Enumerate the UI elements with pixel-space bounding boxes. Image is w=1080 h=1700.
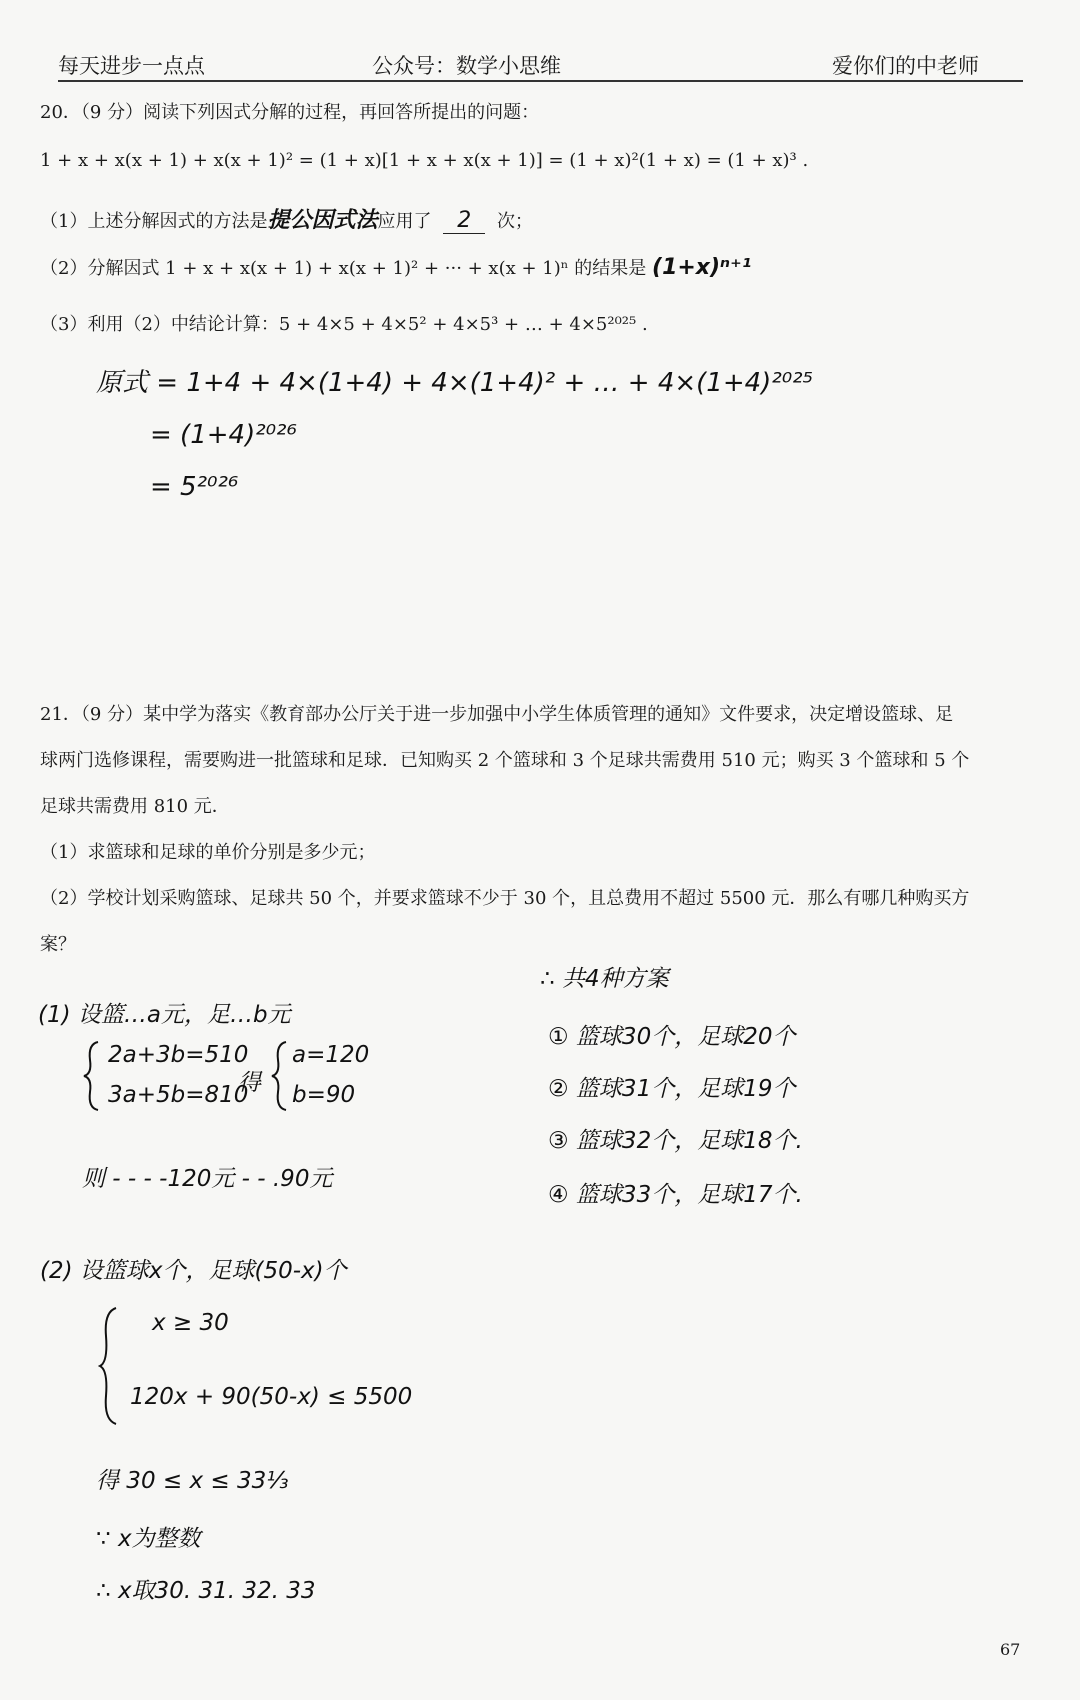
q21-sol2-values: ∴ x取30. 31. 32. 33 xyxy=(96,1578,316,1604)
q21-part2-line1: （2）学校计划采购篮球、足球共 50 个，并要求篮球不少于 30 个，且总费用不超过 5500 元．那么有哪几种购买方 xyxy=(40,888,970,909)
q21-sol1-eq1: 2a+3b=510 xyxy=(108,1042,249,1068)
q21-sol1-get: 得 xyxy=(238,1070,261,1096)
q20-part1-blank xyxy=(443,208,485,234)
q20-part1-text-c: 次； xyxy=(496,211,533,232)
q20-part1-answer-method: 提公因式法 xyxy=(267,208,378,233)
q21-sol2-ineq2: 120x + 90(50-x) ≤ 5500 xyxy=(130,1384,413,1410)
q21-line2: 球两门选修课程，需要购进一批篮球和足球．已知购买 2 个篮球和 3 个足球共需费用 510 元；购买 3 个篮球和 5 个 xyxy=(40,750,970,771)
q21-plans-title: ∴ 共4种方案 xyxy=(540,966,669,992)
q20-title: 20．（9 分）阅读下列因式分解的过程，再回答所提出的问题： xyxy=(40,102,540,123)
q21-plan-item-2: ② 篮球31个，足球19个 xyxy=(548,1076,796,1102)
q21-part1: （1）求篮球和足球的单价分别是多少元； xyxy=(40,842,376,863)
q21-plan-item-3: ③ 篮球32个，足球18个. xyxy=(548,1128,803,1154)
q21-sol2-brace xyxy=(98,1306,120,1426)
q21-sol2-integer: ∵ x为整数 xyxy=(96,1526,201,1552)
q20-part1-text-b: 应用了 xyxy=(377,211,432,232)
q21-sol2-setup: (2) 设篮球x个，足球(50-x)个 xyxy=(40,1258,347,1284)
q20-solution-line3: = 5²⁰²⁶ xyxy=(150,472,239,502)
header-center: 公众号：数学小思维 xyxy=(372,54,561,78)
q21-plan-item-4: ④ 篮球33个，足球17个. xyxy=(548,1182,803,1208)
q20-part2-text: （2）分解因式 1 + x + x(x + 1) + x(x + 1)² + ··· + x(x + 1)ⁿ 的结果是 xyxy=(40,258,647,279)
q21-sol1-brace-left xyxy=(82,1040,102,1112)
header-rule xyxy=(58,80,1023,82)
header-right: 爱你们的中老师 xyxy=(832,54,979,78)
q20-solution-line1: 原式 = 1+4 + 4×(1+4) + 4×(1+4)² + … + 4×(1+4)²⁰²⁵ xyxy=(96,368,814,398)
q21-line3: 足球共需费用 810 元． xyxy=(40,796,230,817)
q20-solution-line2: = (1+4)²⁰²⁶ xyxy=(150,420,297,450)
q21-sol1-setup: (1) 设篮…a元，足…b元 xyxy=(38,1002,291,1028)
q21-sol1-res1: a=120 xyxy=(292,1042,370,1068)
q21-sol1-conclusion: 则 - - - -120元 - - .90元 xyxy=(82,1166,333,1192)
q21-sol1-res2: b=90 xyxy=(292,1082,356,1108)
q20-part2 xyxy=(40,254,751,280)
header-left: 每天进步一点点 xyxy=(58,54,205,78)
page-number: 67 xyxy=(1000,1640,1021,1659)
q20-part3: （3）利用（2）中结论计算：5 + 4×5 + 4×5² + 4×5³ + … + 4×5²⁰²⁵ . xyxy=(40,314,648,335)
q21-sol1-eq2: 3a+5b=810 xyxy=(108,1082,249,1108)
q20-part1-answer-count: 2 xyxy=(457,208,472,233)
q20-part2-answer: (1+x)ⁿ⁺¹ xyxy=(652,255,752,280)
q20-part1 xyxy=(40,203,533,234)
q20-part1-text-a: （1）上述分解因式的方法是 xyxy=(40,211,268,232)
q21-line1: 21．（9 分）某中学为落实《教育部办公厅关于进一步加强中小学生体质管理的通知》文件要求，决定增设篮球、足 xyxy=(40,704,954,725)
q21-sol2-ineq1: x ≥ 30 xyxy=(152,1310,229,1336)
q21-plan-item-1: ① 篮球30个，足球20个 xyxy=(548,1024,796,1050)
q21-sol2-get: 得 30 ≤ x ≤ 33⅓ xyxy=(96,1468,289,1494)
q20-expression: 1 + x + x(x + 1) + x(x + 1)² = (1 + x)[1 + x + x(x + 1)] = (1 + x)²(1 + x) = (1 + x)³ . xyxy=(40,150,809,171)
q21-part2-line2: 案？ xyxy=(40,934,76,955)
q21-sol1-brace-right xyxy=(270,1040,290,1112)
